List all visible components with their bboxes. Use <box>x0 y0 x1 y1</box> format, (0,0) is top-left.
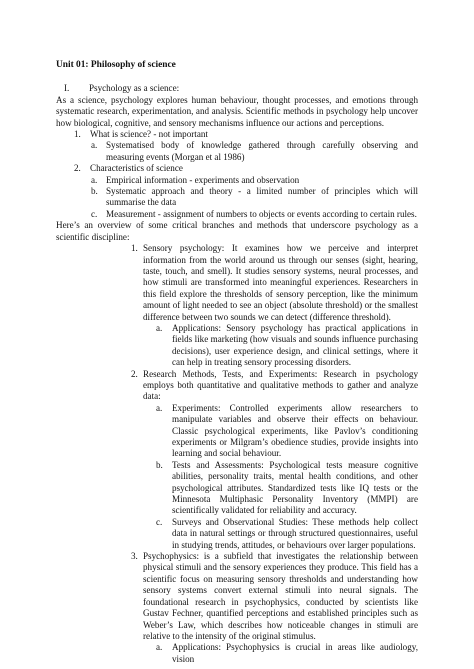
list-item <box>131 551 418 642</box>
section-heading-text: Psychology as a science: <box>89 83 180 94</box>
list-item-text: What is science? - not important <box>90 129 208 140</box>
list-marker: 2. <box>131 368 138 379</box>
document-title: Unit 01: Philosophy of science <box>56 60 176 70</box>
list-marker: a. <box>156 322 163 333</box>
list-item <box>156 460 418 517</box>
list-marker: b. <box>156 459 163 470</box>
list-marker: a. <box>91 174 98 185</box>
list-item-text: Systematic approach and theory - a limited number of principles which will summarise the data <box>106 186 418 208</box>
list-item <box>156 403 418 460</box>
list-item-text: Sensory psychology: It examines how we perceive and interpret information from the world around us through our senses (sight, hearing, taste, touch, and smell). It studies sensory systems, neural processes, and how stimuli are transformed into meaningful experiences. Researchers in this field explore the thresholds of sensory perception, like the minimum amount of light needed to see an object (absolute threshold) or the smallest difference between two sounds we can detect (difference threshold). <box>143 243 418 322</box>
list-item-text: Research Methods, Tests, and Experiments: Research in psychology employs both quantitative and qualitative methods to gather and analyze data: <box>143 368 418 402</box>
list-item <box>91 175 418 186</box>
list-item-text: Measurement - assignment of numbers to objects or events according to certain rules. <box>106 208 417 219</box>
list-marker: 2. <box>74 163 81 174</box>
list-item <box>91 186 418 209</box>
list-item <box>156 517 418 551</box>
list-item-text: Applications: Sensory psychology has practical applications in fields like marketing (how visuals and sounds influence purchasing decisions), user experience design, and clinical settings, where it can help in treating sensory processing disorders. <box>172 322 418 368</box>
list-item <box>74 129 418 140</box>
list-item-text: Characteristics of science <box>90 163 183 174</box>
list-marker: a. <box>91 140 98 151</box>
list-item <box>156 642 418 665</box>
list-marker: 3. <box>131 551 138 562</box>
overview-paragraph: Here’s an overview of some critical branches and methods that underscore psychology as a scientific discipline: <box>56 220 418 242</box>
list-item <box>74 163 418 174</box>
list-item-text: Systematised body of knowledge gathered through carefully observing and measuring events (Morgan et al 1986) <box>106 140 418 162</box>
list-marker: c. <box>156 516 163 527</box>
list-item <box>131 369 418 403</box>
list-item <box>91 209 418 220</box>
list-item-text: Tests and Assessments: Psychological tests measure cognitive abilities, personality traits, mental health conditions, and other psychological attributes. Standardized tests like IQ tests or the Minnesota Multiphasic Personality Inventory (MMPI) are scientifically validated for reliability and accuracy. <box>172 459 418 516</box>
list-marker: I. <box>64 83 70 94</box>
list-item-text: Applications: Psychophysics is crucial in areas like audiology, vision <box>172 642 418 664</box>
list-item-text: Psychophysics: is a subfield that investigates the relationship between physical stimuli and the sensory experiences they produce. This field has a scientific focus on measuring sensory thresholds and understanding how sensory systems convert external stimuli into neural signals. The foundational research in psychophysics, conducted by scientists like Gustav Fechner, quantified perceptions and established principles such as Weber’s Law, which describes how noticeable changes in stimuli are relative to the intensity of the original stimulus. <box>143 551 418 641</box>
list-marker: a. <box>156 402 163 413</box>
list-item <box>91 140 418 163</box>
list-item-text: Experiments: Controlled experiments allow researchers to manipulate variables and observe their effects on behaviour. Classic psychological experiments, like Pavlov’s conditioning experiments or Milgram’s obedience studies, provide insights into learning and social behaviour. <box>172 402 418 459</box>
list-marker: 1. <box>74 129 81 140</box>
list-marker: a. <box>156 642 163 653</box>
list-item <box>156 323 418 369</box>
section-heading <box>64 83 418 94</box>
list-item-text: Surveys and Observational Studies: These methods help collect data in natural settings or through structured questionnaires, useful in studying trends, attitudes, or behaviours over larger populations. <box>172 516 418 550</box>
intro-paragraph: As a science, psychology explores human behaviour, thought processes, and emotions through systematic research, experimentation, and analysis. Scientific methods in psychology help uncover how biological, cognitive, and sensory mechanisms influence our actions and perceptions. <box>56 94 418 128</box>
list-marker: b. <box>91 186 98 197</box>
list-marker: c. <box>91 208 98 219</box>
list-item <box>131 243 418 323</box>
list-item-text: Empirical information - experiments and observation <box>106 174 300 185</box>
list-marker: 1. <box>131 243 138 254</box>
